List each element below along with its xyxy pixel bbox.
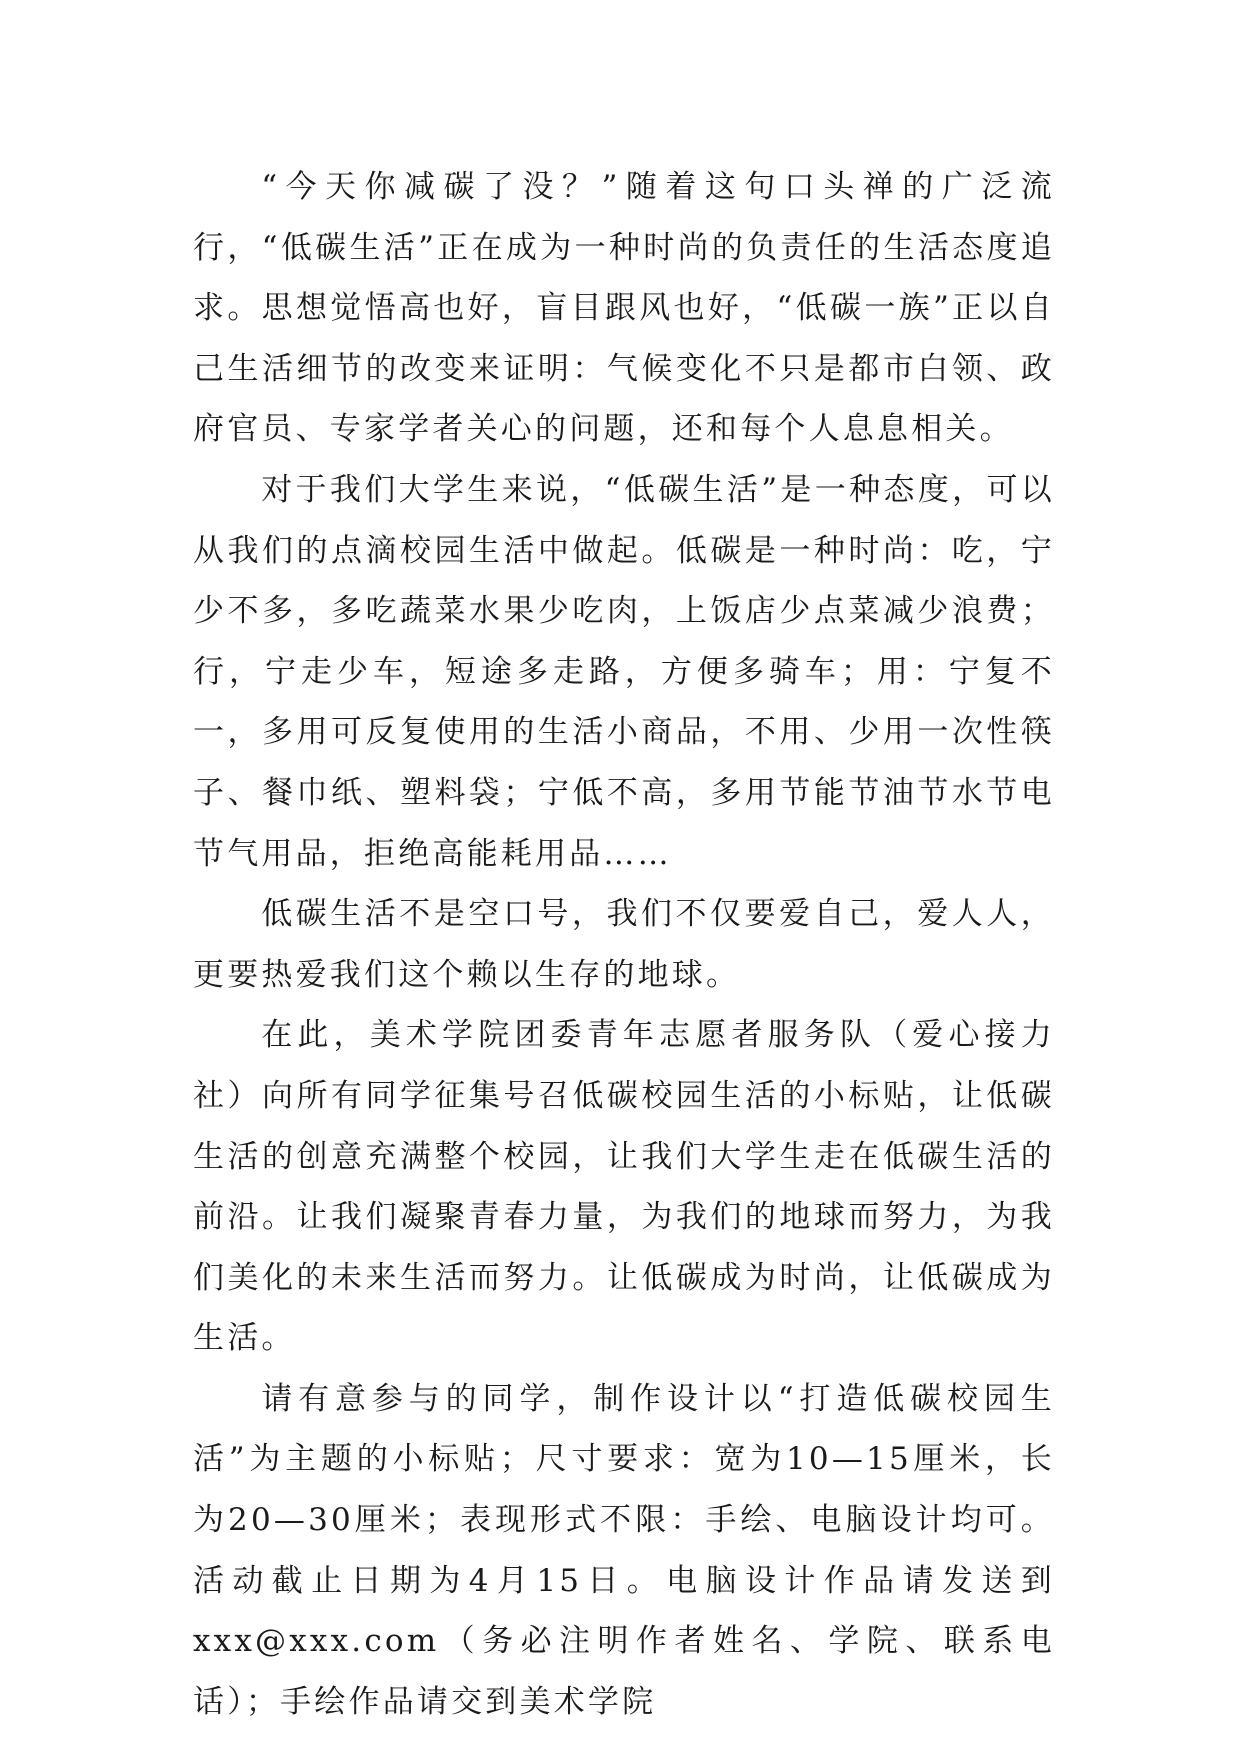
paragraph-submission-rules: 请有意参与的同学，制作设计以“打造低碳校园生活”为主题的小标贴；尺寸要求：宽为10—15厘米，长为20—30厘米；表现形式不限：手绘、电脑设计均可。活动截止日期为4月15日。电脑设计作品请发送到xxx@xxx.com（务必注明作者姓名、学院、联系电话）；手绘作品请交到美术学院 <box>193 1380 1055 1720</box>
document-body <box>193 157 1055 1732</box>
paragraph-call-for-stickers: 在此，美术学院团委青年志愿者服务队（爱心接力社）向所有同学征集号召低碳校园生活的小标贴，让低碳生活的创意充满整个校园，让我们大学生走在低碳生活的前沿。让我们凝聚青春力量，为我们的地球而努力，为我们美化的未来生活而努力。让低碳成为时尚，让低碳成为生活。 <box>193 1017 1055 1357</box>
paragraph-slogan: 低碳生活不是空口号，我们不仅要爱自己，爱人人，更要热爱我们这个赖以生存的地球。 <box>193 896 1055 993</box>
paragraph-student-lifestyle: 对于我们大学生来说，“低碳生活”是一种态度，可以从我们的点滴校园生活中做起。低碳是一种时尚：吃，宁少不多，多吃蔬菜水果少吃肉，上饭店少点菜减少浪费；行，宁走少车，短途多走路，方便多骑车；用：宁复不一，多用可反复使用的生活小商品，不用、少用一次性筷子、餐巾纸、塑料袋；宁低不高，多用节能节油节水节电节气用品，拒绝高能耗用品…… <box>193 471 1055 872</box>
paragraph-intro: “今天你减碳了没？”随着这句口头禅的广泛流行，“低碳生活”正在成为一种时尚的负责任的生活态度追求。思想觉悟高也好，盲目跟风也好，“低碳一族”正以自己生活细节的改变来证明：气候变化不只是都市白领、政府官员、专家学者关心的问题，还和每个人息息相关。 <box>193 169 1055 448</box>
